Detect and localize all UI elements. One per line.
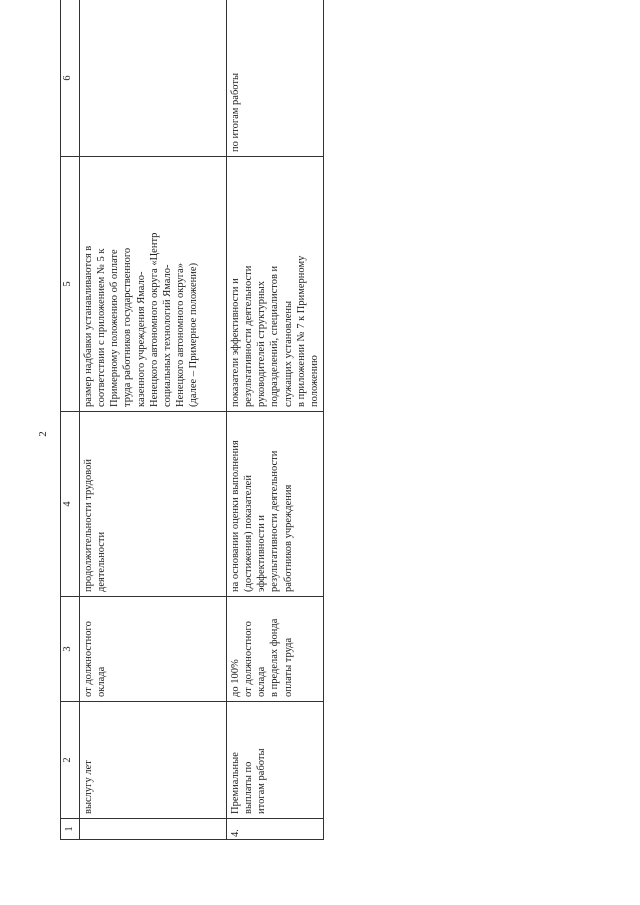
payment-condition-line: результативности деятельности [269,450,281,592]
row-number-cell [80,819,227,840]
payment-basis-cell [227,157,324,412]
payment-basis-line: (далее – Примерное положение) [188,262,199,407]
payment-amount-line: оплаты труда [282,637,294,697]
payment-condition-line: работников учреждения [282,484,294,592]
payment-basis-line: соответствии с приложением № 5 к [96,248,108,407]
payment-basis-line: казенного учреждения Ямало- [135,271,147,407]
payment-condition-line: продолжительности трудовой [83,458,94,592]
payment-basis-line: в приложении № 7 к Примерному [295,255,307,407]
payment-basis-line: результативности деятельности [243,265,255,407]
payment-basis-line: Ненецкого автономного округа» [174,263,186,407]
payment-basis-line: служащих установлены [282,300,294,407]
payment-basis-line: Ненецкого автономного округа «Центр [148,232,160,407]
header-col-5: 5 [61,157,80,412]
payment-basis-line: труда работников государственного [122,247,134,407]
payment-type-line: выплаты по [243,761,255,814]
payment-amount-line: до 100% [230,659,241,697]
row-number-cell: 4. [227,819,324,840]
table-row [80,0,227,840]
header-col-2: 2 [61,702,80,819]
payment-type-line: выслугу лет [83,760,94,814]
payment-condition-line: на основании оценки выполнения [230,440,241,592]
header-col-4: 4 [61,412,80,597]
rotated-table-wrapper [60,30,320,840]
payment-basis-line: размер надбавки устанавливаются в [83,245,94,407]
table-header-row [61,0,80,840]
payment-type-cell [227,702,324,819]
payment-basis-line: руководителей структурных [256,281,268,407]
payment-amount-line: оклада [256,666,268,697]
table-row [227,0,324,840]
payment-condition-cell [227,412,324,597]
payment-condition-cell [80,412,227,597]
payment-period-line: по итогам работы [230,72,241,152]
payment-amount-cell [227,597,324,702]
payment-period-cell [227,0,324,157]
header-col-1: 1 [61,819,80,840]
payment-period-cell [80,0,227,157]
payment-condition-line: эффективности и [256,514,268,592]
payment-basis-line: показатели эффективности и [230,278,241,407]
payment-condition-line: (достижения) показателей [243,475,255,592]
header-col-3: 3 [61,597,80,702]
payment-amount-line: от должностного [243,621,255,697]
payment-type-cell [80,702,227,819]
payments-table [60,0,324,840]
payment-amount-line: от должностного [83,621,94,697]
header-col-6: 6 [61,0,80,157]
payment-type-line: итогам работы [256,748,268,814]
page-number: 2 [37,431,49,437]
payment-condition-line: деятельности [96,531,108,592]
payment-basis-cell [80,157,227,412]
payment-basis-line: Примерному положению об оплате [109,249,121,407]
payment-basis-line: подразделений, специалистов и [269,265,281,407]
payment-basis-line: социальных технологий Ямало- [161,264,173,407]
payment-type-line: Премиальные [230,752,241,814]
payment-basis-line: положению [308,355,320,407]
payment-amount-cell [80,597,227,702]
payment-amount-line: оклада [96,666,108,697]
payment-amount-line: в пределах фонда [269,618,281,697]
